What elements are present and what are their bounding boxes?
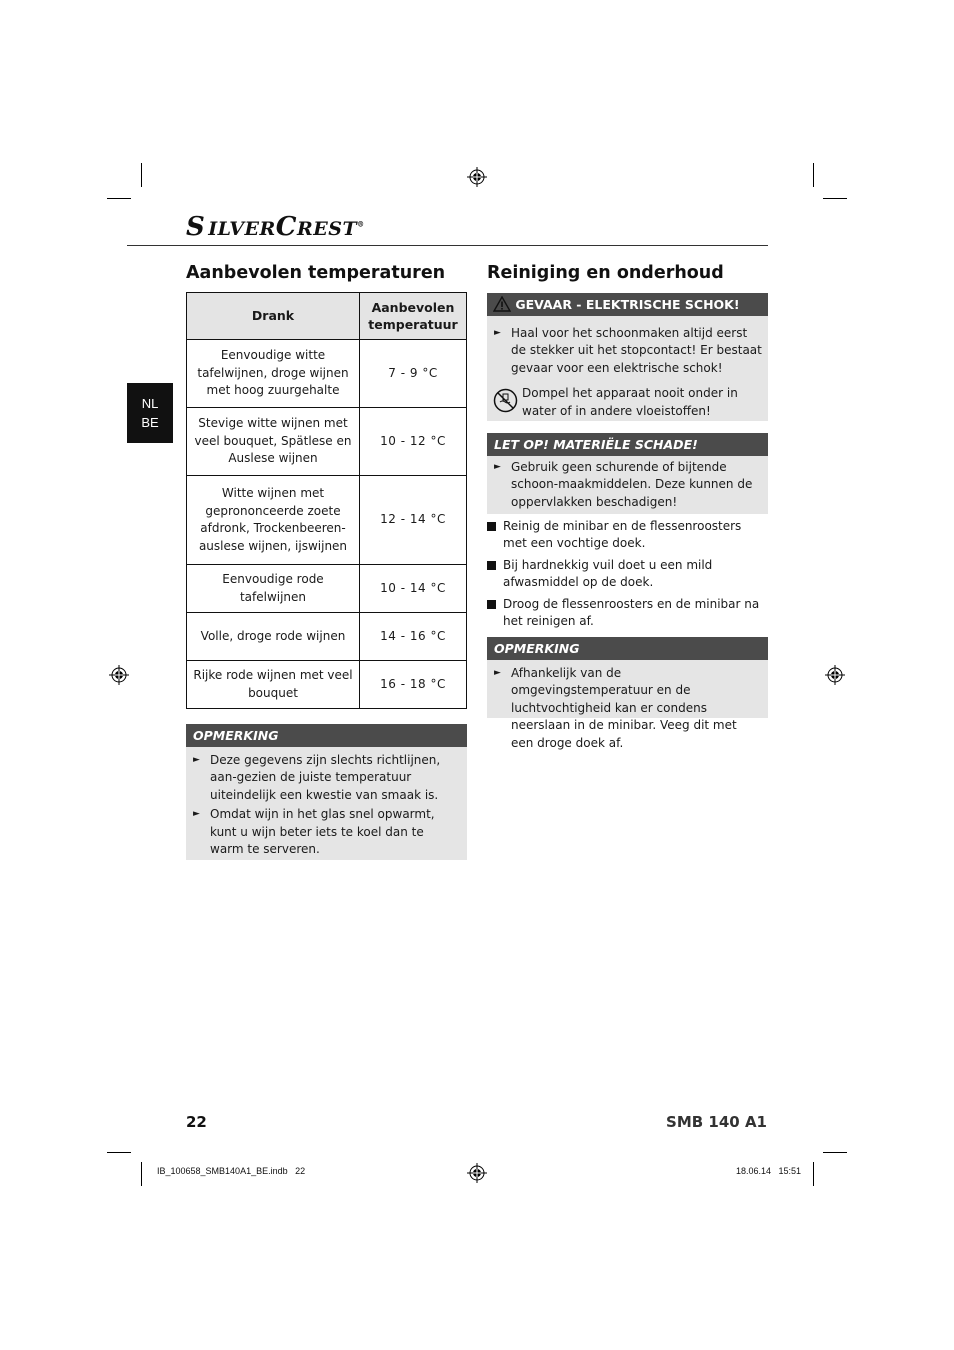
cleaning-step-text: Bij hardnekkig vuil doet u een mild afwasmiddel op de doek. bbox=[503, 558, 713, 590]
arrow-bullet-icon: ► bbox=[193, 809, 200, 820]
note-item-text: Deze gegevens zijn slechts richtlijnen, aan-gezien de juiste temperatuur uiteindelijk een kwestie van smaak is. bbox=[210, 753, 441, 802]
crop-mark bbox=[107, 1152, 131, 1153]
danger-item-text: Haal voor het schoonmaken altijd eerst de stekker uit het stopcontact! Er bestaat gevaar voor een elektrische schok! bbox=[511, 326, 762, 375]
language-tab bbox=[127, 383, 173, 443]
cleaning-step bbox=[487, 596, 768, 631]
table-row bbox=[187, 661, 467, 709]
cleaning-step bbox=[487, 557, 768, 592]
note-heading: OPMERKING bbox=[186, 724, 467, 747]
note-item-text: Omdat wijn in het glas snel opwarmt, kunt u wijn beter iets te koel dan te warm te serveren. bbox=[210, 807, 435, 857]
temperature-cell: 12 - 14 °C bbox=[360, 476, 467, 565]
arrow-bullet-icon: ► bbox=[494, 462, 501, 472]
temperature-cell: 16 - 18 °C bbox=[360, 661, 467, 709]
danger-heading-bar bbox=[487, 293, 768, 316]
arrow-bullet-icon: ► bbox=[494, 668, 501, 678]
caution-item-text: Gebruik geen schurende of bijtende schoon-maakmiddelen. Deze kunnen de oppervlakken beschadigen! bbox=[511, 460, 753, 509]
arrow-bullet-icon: ► bbox=[494, 328, 501, 338]
cleaning-step bbox=[487, 518, 768, 553]
no-immersion-text: Dompel het apparaat nooit onder in water of in andere vloeistoffen! bbox=[522, 386, 738, 418]
temperature-cell: 7 - 9 °C bbox=[360, 340, 467, 408]
danger-heading: GEVAAR - ELEKTRISCHE SCHOK! bbox=[515, 297, 740, 312]
table-row bbox=[187, 613, 467, 661]
note-box-temperatures bbox=[186, 724, 467, 860]
table-header-row bbox=[187, 293, 467, 340]
table-row bbox=[187, 565, 467, 613]
note-item bbox=[186, 752, 467, 804]
square-bullet-icon bbox=[487, 561, 496, 570]
crop-mark bbox=[823, 1152, 847, 1153]
column-header-temperature: Aanbevolen temperatuur bbox=[360, 293, 467, 340]
crop-mark bbox=[107, 198, 131, 199]
drink-cell: Eenvoudige witte tafelwijnen, droge wijnen met hoog zuurgehalte bbox=[187, 340, 360, 408]
note-box-condensation bbox=[487, 637, 768, 750]
temperature-table bbox=[186, 292, 467, 709]
registration-mark-icon bbox=[825, 665, 845, 685]
country-code: BE bbox=[141, 415, 159, 430]
danger-box bbox=[487, 293, 768, 421]
page-number: 22 bbox=[186, 1113, 207, 1131]
cleaning-step-text: Droog de flessenroosters en de minibar na het reinigen af. bbox=[503, 597, 760, 629]
crop-mark bbox=[141, 1162, 142, 1186]
model-number: SMB 140 A1 bbox=[666, 1113, 767, 1131]
square-bullet-icon bbox=[487, 522, 496, 531]
temperature-cell: 10 - 14 °C bbox=[360, 565, 467, 613]
drink-cell: Volle, droge rode wijnen bbox=[187, 613, 360, 661]
column-header-drink: Drank bbox=[187, 293, 360, 340]
crop-mark bbox=[813, 1162, 814, 1186]
language-code: NL bbox=[141, 396, 159, 411]
caution-box bbox=[487, 433, 768, 514]
brand-logo: S ILVERCREST® bbox=[186, 212, 365, 242]
temperature-cell: 10 - 12 °C bbox=[360, 408, 467, 476]
drink-cell: Rijke rode wijnen met veel bouquet bbox=[187, 661, 360, 709]
danger-item bbox=[487, 325, 768, 377]
caution-item bbox=[487, 459, 768, 511]
table-row bbox=[187, 408, 467, 476]
note-item bbox=[186, 806, 467, 858]
drink-cell: Eenvoudige rode tafelwijnen bbox=[187, 565, 360, 613]
table-row bbox=[187, 340, 467, 408]
registration-mark-icon bbox=[109, 665, 129, 685]
drink-cell: Witte wijnen met geprononceerde zoete afdronk, Trockenbeeren-auslese wijnen, ijswijnen bbox=[187, 476, 360, 565]
warning-triangle-icon bbox=[493, 296, 511, 312]
arrow-bullet-icon: ► bbox=[193, 755, 200, 765]
registration-mark-icon bbox=[467, 167, 487, 187]
crop-mark bbox=[141, 163, 142, 187]
table-row bbox=[187, 476, 467, 565]
file-info: IB_100658_SMB140A1_BE.indb 22 bbox=[157, 1166, 306, 1176]
square-bullet-icon bbox=[487, 600, 496, 609]
section-title-cleaning: Reiniging en onderhoud bbox=[487, 263, 724, 283]
crop-mark bbox=[813, 163, 814, 187]
caution-heading: LET OP! MATERIËLE SCHADE! bbox=[487, 433, 768, 456]
temperature-cell: 14 - 16 °C bbox=[360, 613, 467, 661]
no-immersion-item bbox=[487, 385, 768, 420]
no-immersion-icon bbox=[493, 388, 518, 413]
section-title-temperatures: Aanbevolen temperaturen bbox=[186, 263, 446, 283]
print-date-time: 18.06.14 15:51 bbox=[736, 1166, 802, 1176]
note-item bbox=[487, 665, 768, 752]
header-divider bbox=[127, 245, 768, 246]
note-heading: OPMERKING bbox=[487, 637, 768, 660]
drink-cell: Stevige witte wijnen met veel bouquet, Spätlese en Auslese wijnen bbox=[187, 408, 360, 476]
note-item-text: Afhankelijk van de omgevingstemperatuur en de luchtvochtigheid kan er condens neerslaan in de minibar. Veeg dit met een droge doek af. bbox=[511, 666, 737, 750]
crop-mark bbox=[823, 198, 847, 199]
cleaning-step-text: Reinig de minibar en de flessenroosters met een vochtige doek. bbox=[503, 519, 742, 551]
registration-mark-icon bbox=[467, 1163, 487, 1183]
